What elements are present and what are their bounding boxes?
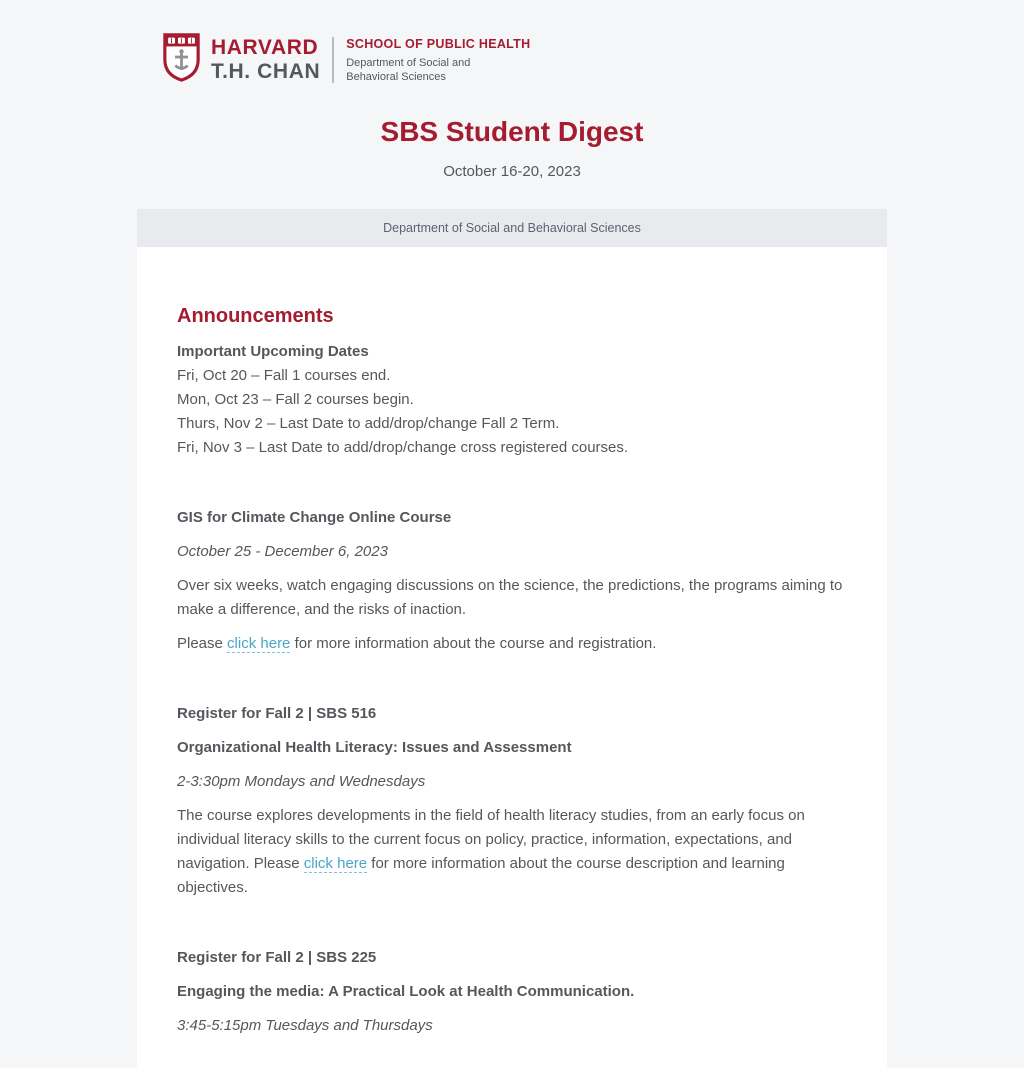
important-dates-section bbox=[177, 340, 847, 460]
gis-course-dates: October 25 - December 6, 2023 bbox=[177, 543, 388, 560]
date-item: Fri, Nov 3 – Last Date to add/drop/change cross registered courses. bbox=[177, 439, 629, 456]
harvard-shield-icon bbox=[163, 33, 200, 87]
gis-course-click-here-link[interactable]: click here bbox=[227, 635, 291, 652]
date-item: Fri, Oct 20 – Fall 1 courses end. bbox=[177, 367, 391, 384]
logo-wordmark bbox=[211, 36, 320, 84]
logo-dept-line1: Department of Social and bbox=[346, 56, 471, 69]
sbs516-desc-after: for more information about the course description and learning objectives. bbox=[177, 855, 785, 896]
sbs516-click-here-link[interactable]: click here bbox=[303, 855, 368, 872]
department-banner: Department of Social and Behavioral Sciences bbox=[137, 209, 887, 247]
sbs225-register-title: Register for Fall 2 | SBS 225 bbox=[177, 949, 377, 966]
sbs516-desc-before: The course explores developments in the field of health literacy studies, from an early focus on individual literacy skills to the current focus on policy, practice, information, expectations, and navigation. Please bbox=[177, 807, 805, 872]
email-container bbox=[137, 0, 887, 1068]
sbs516-section bbox=[177, 702, 847, 900]
gis-course-title: GIS for Climate Change Online Course bbox=[177, 509, 452, 526]
digest-date-range: October 16-20, 2023 bbox=[443, 163, 581, 180]
gis-course-description: Over six weeks, watch engaging discussions on the science, the predictions, the programs aiming to make a difference, and the risks of inaction. bbox=[177, 577, 843, 618]
date-item: Mon, Oct 23 – Fall 2 courses begin. bbox=[177, 391, 414, 408]
gis-course-link-line bbox=[177, 632, 847, 656]
email-body bbox=[137, 247, 887, 1068]
link-prefix-text: Please bbox=[177, 635, 228, 652]
link-suffix-text: for more information about the course and registration. bbox=[290, 635, 657, 652]
sbs516-course-name: Organizational Health Literacy: Issues and Assessment bbox=[177, 739, 572, 756]
logo-school-block bbox=[346, 37, 530, 84]
gis-course-section bbox=[177, 506, 847, 656]
sbs225-course-name: Engaging the media: A Practical Look at Health Communication. bbox=[177, 983, 635, 1000]
logo-school-name: SCHOOL OF PUBLIC HEALTH bbox=[346, 36, 531, 51]
logo-divider bbox=[332, 37, 334, 83]
logo-chan-text: T.H. CHAN bbox=[211, 60, 321, 83]
date-item: Thurs, Nov 2 – Last Date to add/drop/change Fall 2 Term. bbox=[177, 415, 560, 432]
logo-dept-line2: Behavioral Sciences bbox=[346, 70, 446, 83]
sbs516-register-title: Register for Fall 2 | SBS 516 bbox=[177, 705, 377, 722]
harvard-chan-logo bbox=[163, 33, 887, 87]
sbs225-schedule: 3:45-5:15pm Tuesdays and Thursdays bbox=[177, 1017, 433, 1034]
sbs516-description bbox=[177, 804, 847, 900]
email-header bbox=[137, 0, 887, 180]
announcements-heading: Announcements bbox=[177, 305, 334, 327]
sbs516-schedule: 2-3:30pm Mondays and Wednesdays bbox=[177, 773, 426, 790]
important-dates-title: Important Upcoming Dates bbox=[177, 343, 369, 360]
sbs225-section bbox=[177, 946, 847, 1038]
digest-title: SBS Student Digest bbox=[380, 116, 644, 147]
logo-harvard-text: HARVARD bbox=[211, 36, 319, 59]
